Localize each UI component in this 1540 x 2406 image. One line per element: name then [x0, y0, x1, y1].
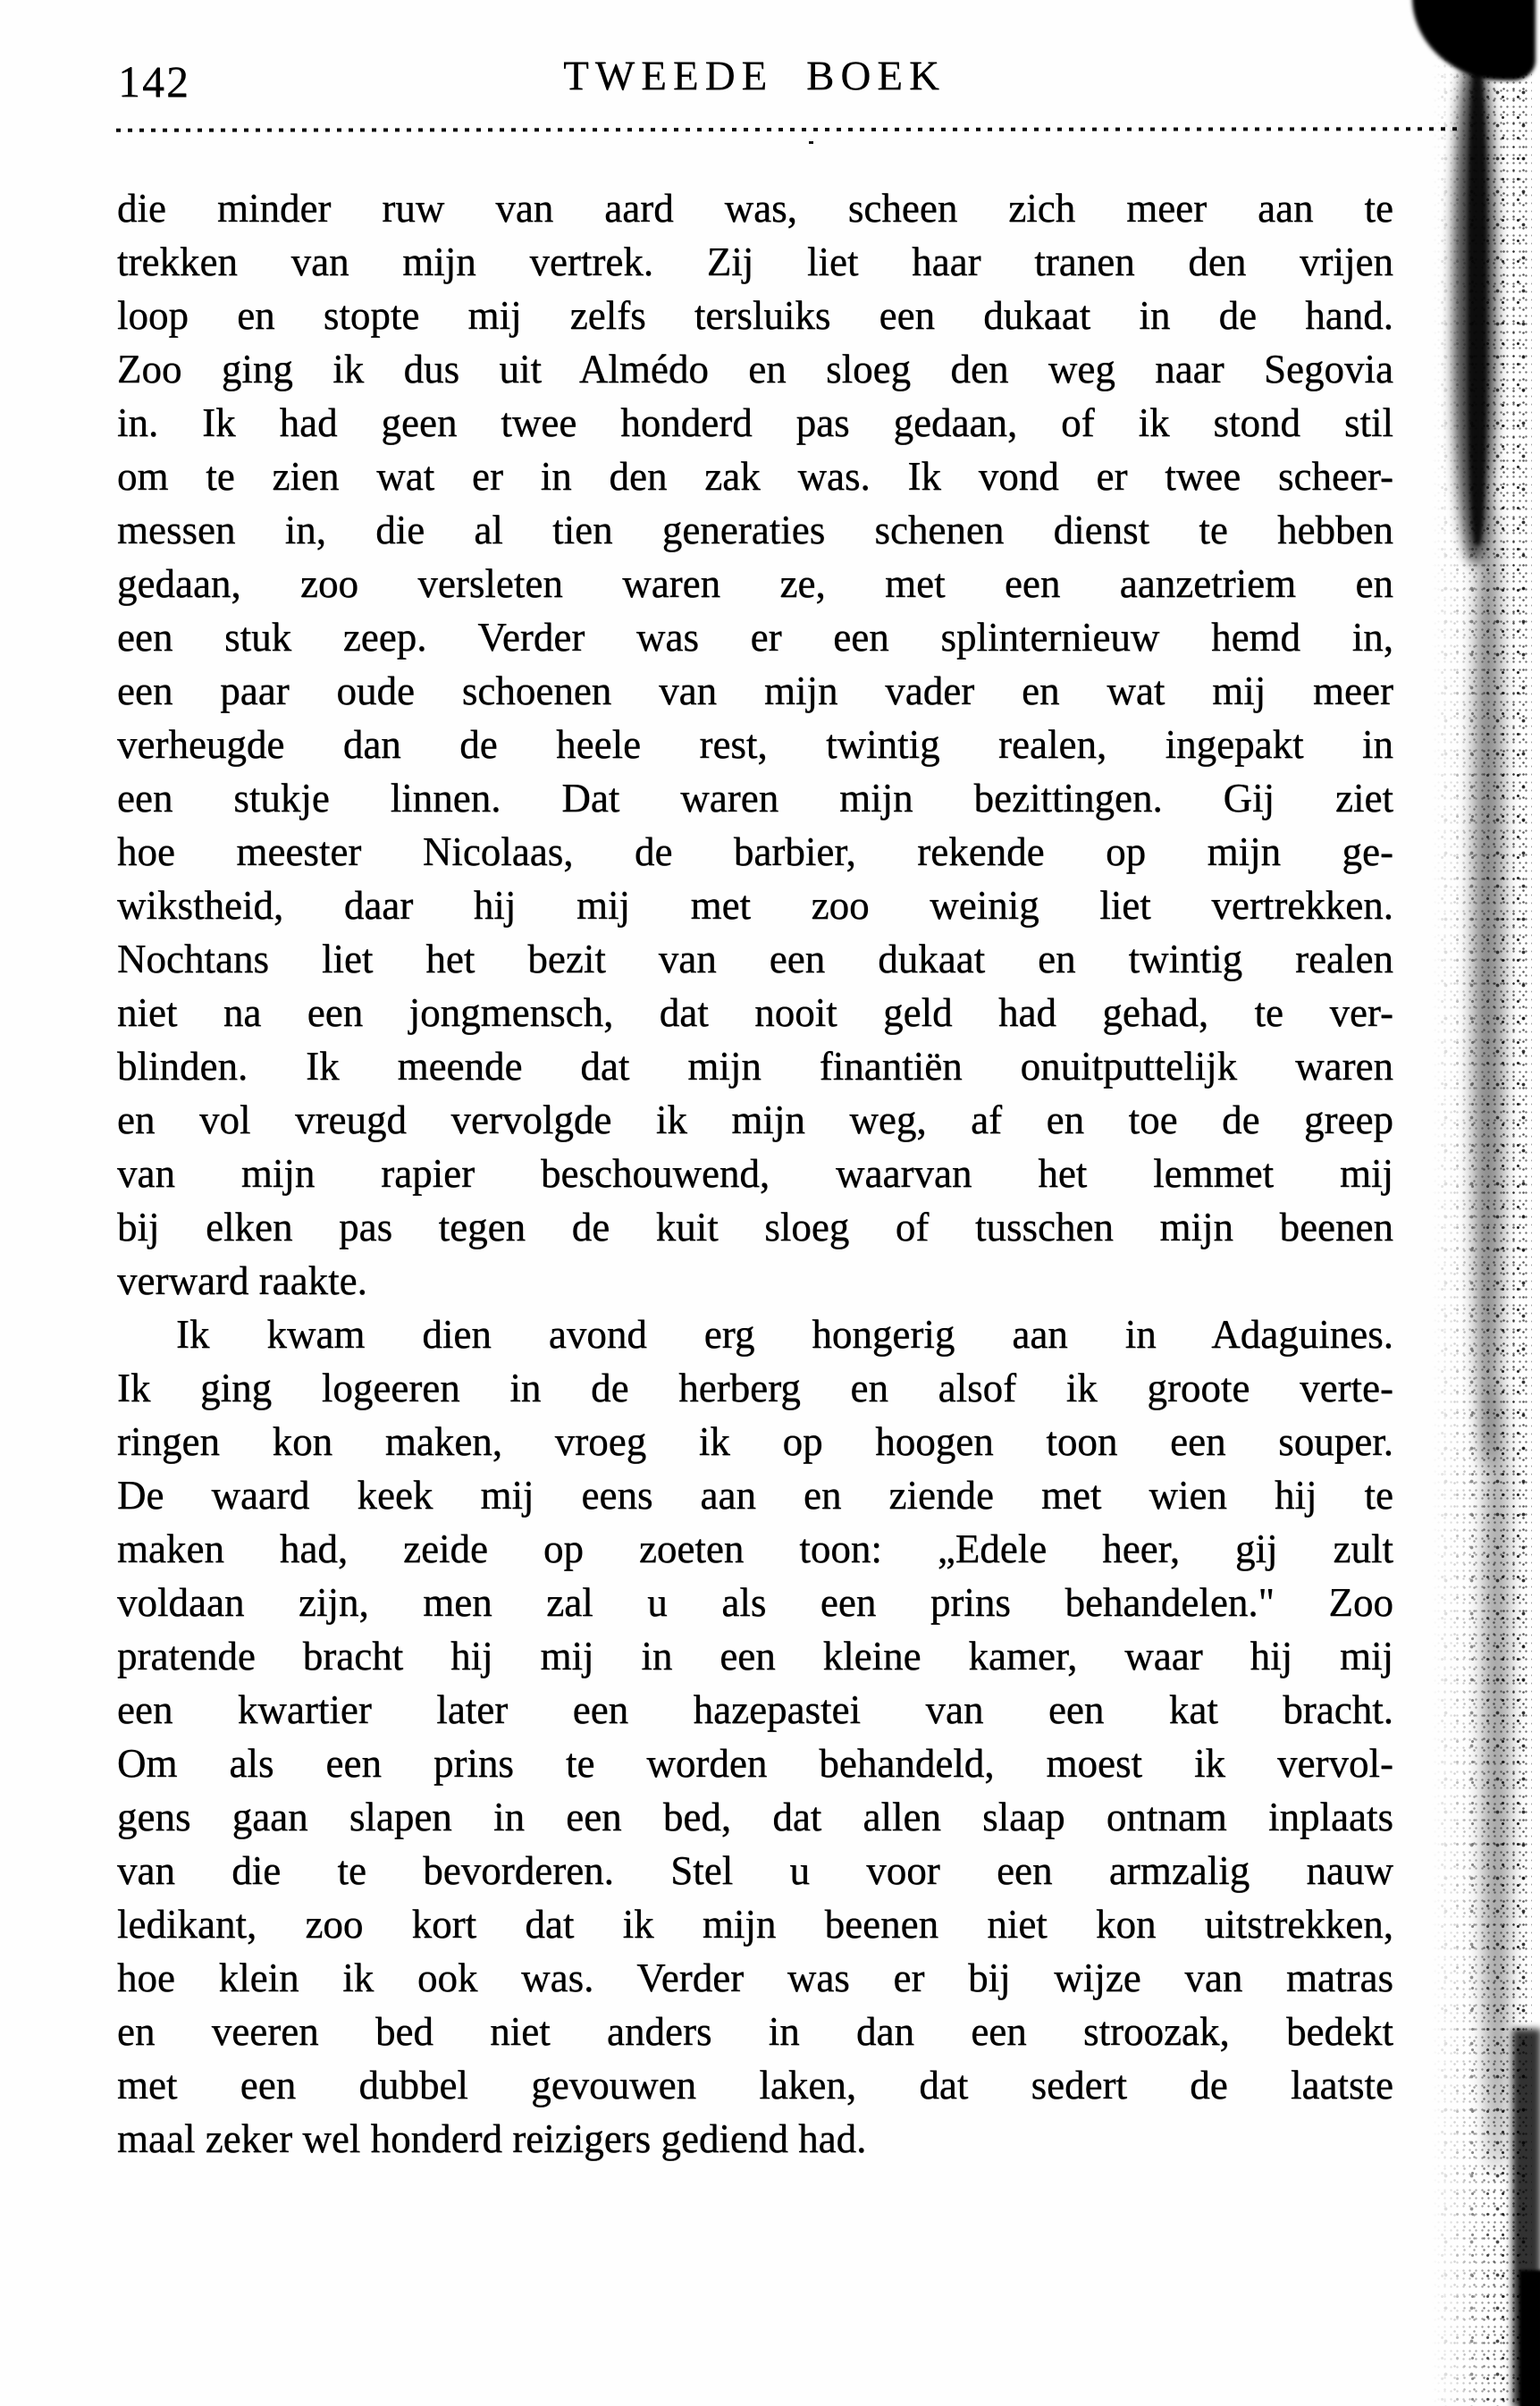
text-line: Ik ging logeeren in de herberg en alsof ik groote verte- [117, 1366, 1393, 1410]
text-line: een kwartier later een hazepastei van een kat bracht. [117, 1687, 1393, 1732]
text-line: bij elken pas tegen de kuit sloeg of tusschen mijn beenen [117, 1205, 1393, 1249]
scan-gutter-edge-bottom-core [1519, 2270, 1540, 2406]
page-number: 142 [118, 56, 190, 106]
text-line: verheugde dan de heele rest, twintig realen, ingepakt in [117, 722, 1393, 767]
text-line: hoe meester Nicolaas, de barbier, rekende op mijn ge- [117, 829, 1393, 874]
text-line: gens gaan slapen in een bed, dat allen slaap ontnam inplaats [117, 1795, 1393, 1839]
text-line: blinden. Ik meende dat mijn finantiën onuitputtelijk waren [117, 1044, 1393, 1089]
text-line: trekken van mijn vertrek. Zij liet haar tranen den vrijen [117, 240, 1393, 284]
text-line: messen in, die al tien generaties schenen dienst te hebben [117, 508, 1393, 552]
text-line: De waard keek mij eens aan en ziende met wien hij te [117, 1473, 1393, 1518]
scan-gutter-streak-low [1484, 1385, 1509, 2172]
text-line: loop en stopte mij zelfs tersluiks een dukaat in de hand. [117, 293, 1393, 338]
text-line: wikstheid, daar hij mij met zoo weinig liet vertrekken. [117, 883, 1393, 928]
scan-corner-blob [1412, 0, 1536, 80]
text-line: niet na een jongmensch, dat nooit geld had gehad, te ver- [117, 990, 1393, 1035]
text-line: Nochtans liet het bezit van een dukaat en twintig realen [117, 937, 1393, 981]
text-line: maken had, zeide op zoeten toon: „Edele heer, gij zult [117, 1527, 1393, 1571]
text-line: hoe klein ik ook was. Verder was er bij wijze van matras [117, 1956, 1393, 2000]
scan-gutter-streak-mid [1473, 501, 1503, 1466]
text-line: voldaan zijn, men zal u als een prins behandelen." Zoo [117, 1580, 1393, 1625]
text-line: met een dubbel gevouwen laken, dat sedert de laatste [117, 2063, 1393, 2107]
page-body [117, 181, 1393, 2166]
text-line: Zoo ging ik dus uit Almédo en sloeg den weg naar Segovia [117, 347, 1393, 391]
page-header [116, 50, 1393, 104]
header-dotted-rule [116, 127, 1459, 132]
text-line: van mijn rapier beschouwend, waarvan het lemmet mij [117, 1151, 1393, 1196]
text-line: die minder ruw van aard was, scheen zich meer aan te [117, 186, 1393, 231]
scan-speck [809, 141, 813, 144]
text-line: een stukje linnen. Dat waren mijn bezittingen. Gij ziet [117, 776, 1393, 820]
text-line: Om als een prins te worden behandeld, moest ik vervol- [117, 1741, 1393, 1786]
text-line: en vol vreugd vervolgde ik mijn weg, af en toe de greep [117, 1098, 1393, 1142]
text-line: verward raakte. [117, 1258, 367, 1303]
scan-gutter-streak-top-core [1468, 63, 1487, 545]
text-line: pratende bracht hij mij in een kleine kamer, waar hij mij [117, 1634, 1393, 1678]
text-line: en veeren bed niet anders in dan een stroozak, bedekt [117, 2009, 1393, 2054]
text-line: Ik kwam dien avond erg hongerig aan in Adaguines. [176, 1312, 1393, 1357]
running-title: TWEEDE BOEK [563, 53, 946, 99]
text-line: van die te bevorderen. Stel u voor een armzalig nauw [117, 1848, 1393, 1893]
text-line: ringen kon maken, vroeg ik op hoogen toon een souper. [117, 1419, 1393, 1464]
text-line: om te zien wat er in den zak was. Ik vond er twee scheer- [117, 454, 1393, 499]
text-line: in. Ik had geen twee honderd pas gedaan, of ik stond stil [117, 400, 1393, 445]
text-line: ledikant, zoo kort dat ik mijn beenen niet kon uitstrekken, [117, 1902, 1393, 1947]
text-line: gedaan, zoo versleten waren ze, met een aanzetriem en [117, 561, 1393, 606]
text-line: een stuk zeep. Verder was er een splinternieuw hemd in, [117, 615, 1393, 660]
text-line: maal zeker wel honderd reizigers gediend had. [117, 2116, 867, 2161]
text-line: een paar oude schoenen van mijn vader en wat mij meer [117, 669, 1393, 713]
